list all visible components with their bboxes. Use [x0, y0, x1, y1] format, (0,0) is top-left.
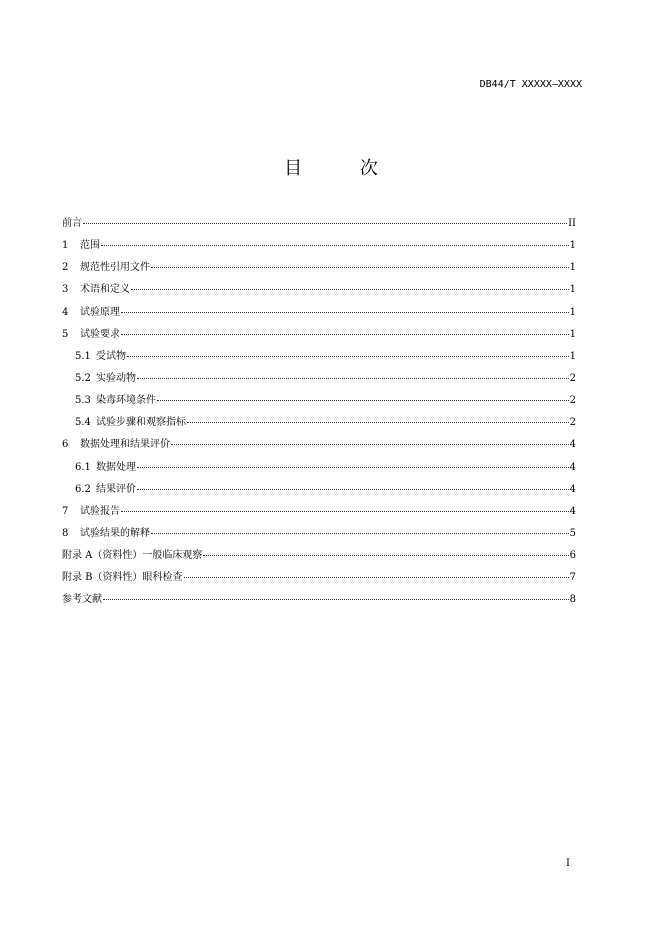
- toc-entry-label: 规范性引用文件: [80, 262, 150, 274]
- toc-entry[interactable]: [62, 527, 576, 549]
- toc-entry-label: 术语和定义: [80, 284, 130, 296]
- toc-entry[interactable]: [62, 328, 576, 350]
- toc-entry[interactable]: [62, 372, 576, 394]
- toc-entry-page: 5: [569, 527, 576, 539]
- toc-dot-leader: [121, 511, 569, 512]
- toc-entry-page: 1: [569, 262, 576, 274]
- toc-dot-leader: [184, 577, 569, 578]
- toc-entry[interactable]: [62, 593, 576, 615]
- toc-entry[interactable]: [62, 505, 576, 527]
- toc-entry[interactable]: [62, 438, 576, 460]
- toc-entry[interactable]: [62, 416, 576, 438]
- toc-entry-page: 2: [569, 372, 576, 384]
- toc-entry-number: 5.2: [75, 372, 91, 384]
- toc-title: 目 次: [284, 158, 404, 179]
- toc-entry[interactable]: [62, 217, 576, 239]
- toc-entry-label: 实验动物: [96, 372, 136, 384]
- toc-dot-leader: [83, 223, 567, 224]
- toc-dot-leader: [137, 378, 569, 379]
- toc-entry-label: 前言: [62, 218, 82, 229]
- toc-entry[interactable]: [62, 350, 576, 372]
- toc-entry-number: 1: [62, 240, 69, 252]
- toc-entry-label: 数据处理和结果评价: [80, 439, 170, 451]
- toc-entry-page: 1: [569, 328, 576, 340]
- toc-entry-number: 2: [62, 262, 69, 274]
- toc-dot-leader: [137, 467, 569, 468]
- document-code: DB44/T XXXXX—XXXX: [479, 79, 582, 90]
- toc-entry-page: 2: [569, 417, 576, 429]
- footer-page-number: I: [566, 858, 570, 869]
- toc-dot-leader: [103, 599, 569, 600]
- toc-entry-page: 1: [569, 240, 576, 252]
- toc-entry[interactable]: [62, 571, 576, 593]
- toc-dot-leader: [171, 444, 569, 445]
- toc-entry[interactable]: [62, 549, 576, 571]
- toc-entry[interactable]: [62, 261, 576, 283]
- toc-entry[interactable]: [62, 394, 576, 416]
- toc-dot-leader: [101, 245, 569, 246]
- toc-entry-number: 5: [62, 328, 69, 340]
- toc-dot-leader: [131, 289, 569, 290]
- toc-entry-label: 结果评价: [96, 483, 136, 495]
- toc-entry-number: 6: [62, 439, 69, 451]
- table-of-contents: [62, 217, 576, 616]
- toc-entry-label: 试验结果的解释: [80, 527, 150, 539]
- toc-entry[interactable]: [62, 461, 576, 483]
- toc-entry-number: 5.3: [75, 395, 91, 407]
- toc-entry[interactable]: [62, 239, 576, 261]
- toc-entry-page: 1: [569, 306, 576, 318]
- toc-entry-number: 6.1: [75, 461, 91, 473]
- toc-entry-page: 4: [569, 483, 576, 495]
- toc-entry-page: 8: [569, 594, 576, 606]
- toc-entry-page: 4: [569, 461, 576, 473]
- toc-entry-number: 7: [62, 505, 69, 517]
- toc-dot-leader: [127, 356, 569, 357]
- toc-dot-leader: [137, 489, 569, 490]
- toc-entry-label: 附录 B（资料性）眼科检查: [62, 572, 183, 584]
- toc-entry-number: 8: [62, 527, 69, 539]
- toc-entry-label: 试验报告: [80, 505, 120, 517]
- toc-entry-page: 4: [569, 505, 576, 517]
- toc-entry-page: 1: [569, 284, 576, 296]
- toc-entry-page: 4: [569, 439, 576, 451]
- toc-entry[interactable]: [62, 483, 576, 505]
- toc-entry-number: 4: [62, 306, 69, 318]
- toc-entry-page: 1: [569, 350, 576, 362]
- toc-entry-page: II: [568, 218, 576, 229]
- toc-dot-leader: [121, 312, 569, 313]
- toc-entry-label: 试验要求: [80, 328, 120, 340]
- toc-entry-label: 数据处理: [96, 461, 136, 473]
- toc-entry-label: 试验步骤和观察指标: [96, 417, 186, 429]
- toc-entry[interactable]: [62, 306, 576, 328]
- toc-entry-number: 5.1: [75, 350, 91, 362]
- toc-entry-number: 5.4: [75, 417, 91, 429]
- toc-entry[interactable]: [62, 283, 576, 305]
- toc-entry-label: 试验原理: [80, 306, 120, 318]
- toc-entry-page: 2: [569, 395, 576, 407]
- toc-entry-page: 7: [569, 572, 576, 584]
- toc-entry-label: 附录 A（资料性）一般临床观察: [62, 550, 203, 562]
- toc-entry-label: 染毒环境条件: [96, 395, 156, 407]
- toc-dot-leader: [151, 533, 569, 534]
- toc-dot-leader: [187, 422, 569, 423]
- toc-dot-leader: [151, 267, 569, 268]
- toc-dot-leader: [157, 400, 569, 401]
- toc-dot-leader: [203, 555, 568, 556]
- toc-entry-number: 6.2: [75, 483, 91, 495]
- toc-entry-page: 6: [569, 550, 576, 562]
- toc-entry-label: 参考文献: [62, 594, 102, 606]
- toc-entry-number: 3: [62, 284, 69, 296]
- toc-entry-label: 受试物: [96, 350, 126, 362]
- toc-entry-label: 范围: [80, 240, 100, 252]
- toc-dot-leader: [121, 334, 569, 335]
